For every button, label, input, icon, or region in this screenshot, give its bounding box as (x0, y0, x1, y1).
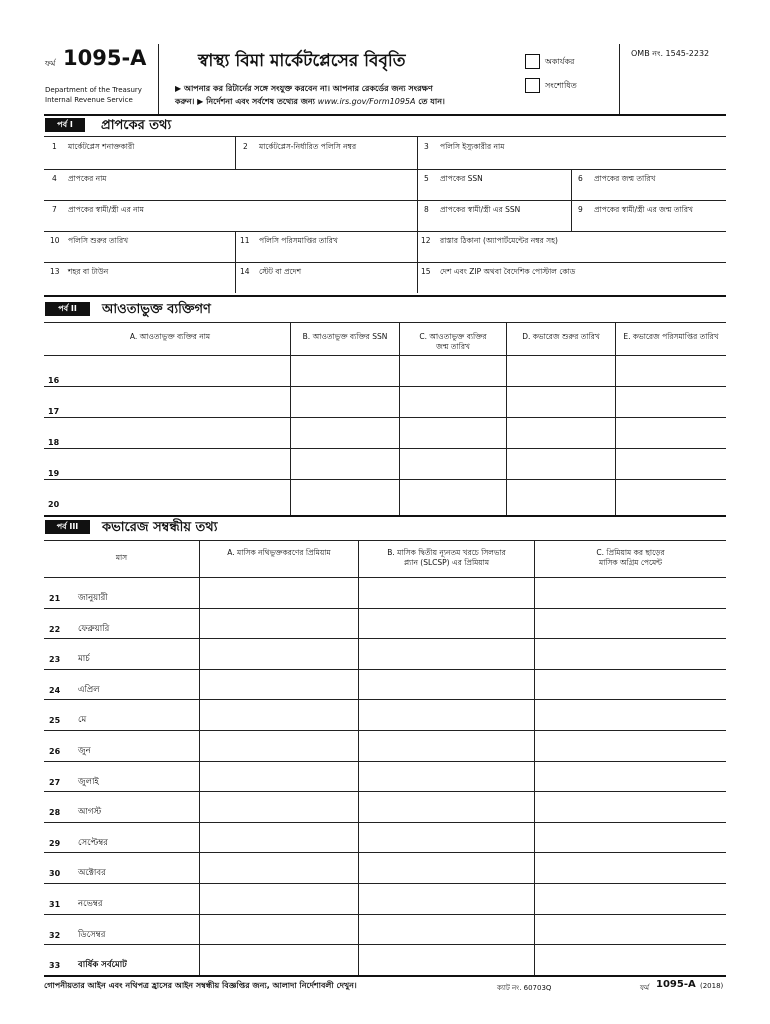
month-slcsp-input[interactable] (359, 732, 533, 759)
catalog-number: ক্যাট নং. 60703Q (497, 984, 552, 992)
month-slcsp-input[interactable] (359, 701, 533, 728)
month-premium-input[interactable] (200, 671, 357, 698)
month-name: সেপ্টেম্বর (78, 837, 108, 848)
void-checkbox[interactable] (525, 54, 540, 69)
month-slcsp-input[interactable] (359, 946, 533, 973)
col-a-header: A. আওতাভুক্ত ব্যক্তির নাম (129, 332, 211, 341)
month-name: অক্টোবর (78, 868, 106, 879)
field-9-label: প্রাপকের স্বামী/স্ত্রী এর জন্ম তারিখ (594, 205, 693, 214)
month-name: জুন (78, 746, 91, 756)
corrected-checkbox[interactable] (525, 78, 540, 93)
row-divider (44, 761, 726, 762)
month-row-num: 31 (49, 900, 61, 909)
field-8-label: প্রাপকের স্বামী/স্ত্রী এর SSN (440, 205, 521, 214)
month-name: মে (78, 715, 87, 726)
field-5-label: প্রাপকের SSN (440, 174, 483, 183)
policy-end-date-input[interactable] (236, 246, 416, 260)
part2-title: আওতাভুক্ত ব্যক্তিগণ (102, 302, 211, 317)
month-slcsp-input[interactable] (359, 610, 533, 637)
footer-form-prefix: ফর্ম (640, 984, 650, 992)
field-4-num: 4 (52, 174, 57, 183)
row-18-num: 18 (48, 438, 60, 447)
month-slcsp-input[interactable] (359, 793, 533, 820)
policy-number-input[interactable] (236, 152, 416, 167)
row-divider (44, 944, 726, 945)
marketplace-identifier-input[interactable] (44, 152, 234, 167)
month-slcsp-input[interactable] (359, 824, 533, 851)
field-1-num: 1 (52, 142, 57, 151)
month-premium-input[interactable] (200, 732, 357, 759)
part1-tag: পর্ব I (45, 118, 85, 132)
field-3-num: 3 (424, 142, 429, 151)
irs-name: Internal Revenue Service (45, 96, 133, 104)
row-divider (44, 791, 726, 792)
field-6-label: প্রাপকের জন্ম তারিখ (594, 174, 656, 183)
spouse-ssn-input[interactable] (418, 215, 570, 229)
field-6-num: 6 (578, 174, 583, 183)
month-advance-payment-input[interactable] (535, 579, 725, 606)
form-title: স্বাস্থ্য বিমা মার্কেটপ্লেসের বিবৃতি (198, 51, 406, 71)
row-divider (44, 699, 726, 700)
month-advance-payment-input[interactable] (535, 732, 725, 759)
policy-issuer-input[interactable] (418, 152, 724, 167)
month-premium-input[interactable] (200, 885, 357, 912)
month-row-num: 30 (49, 869, 61, 879)
month-name: নভেম্বর (78, 899, 103, 909)
month-advance-payment-input[interactable] (535, 824, 725, 851)
month-name: আগস্ট (78, 807, 102, 818)
footer-form-number: 1095-A (656, 979, 696, 990)
month-row-num: 28 (49, 808, 61, 818)
row-divider (44, 669, 726, 670)
month-name: জানুয়ারী (78, 593, 108, 603)
field-10-num: 10 (50, 236, 60, 245)
recipient-name-input[interactable] (44, 184, 416, 198)
month-row-num: 32 (49, 930, 61, 940)
row-20-num: 20 (48, 500, 60, 509)
row-16-num: 16 (48, 376, 60, 385)
col-b-slcsp-header: B. মাসিক দ্বিতীয় ন্যূনতম খরচে সিলভার প্ল্যান (SLCSP) এর প্রিমিয়াম (387, 548, 506, 567)
month-row-num: 22 (49, 624, 61, 634)
field-12-num: 12 (421, 236, 431, 245)
month-slcsp-input[interactable] (359, 916, 533, 943)
part3-title: কভারেজ সম্বন্ধীয় তথ্য (102, 520, 218, 535)
row-divider (44, 883, 726, 884)
spouse-name-input[interactable] (44, 215, 416, 229)
month-slcsp-input[interactable] (359, 640, 533, 667)
field-15-label: দেশ এবং ZIP অথবা বৈদেশিক পোস্টাল কোড (440, 267, 576, 276)
month-name: বার্ষিক সর্বমোট (78, 960, 127, 971)
row-divider (44, 638, 726, 639)
month-name: ফেব্রুয়ারি (78, 623, 110, 634)
row-20-name-input[interactable] (62, 481, 288, 509)
month-advance-payment-input[interactable] (535, 885, 725, 912)
col-c-header: C. আওতাভুক্ত ব্যক্তির জন্ম তারিখ (419, 332, 487, 351)
month-row-num: 24 (49, 685, 61, 695)
month-name: মার্চ (78, 654, 90, 665)
field-14-num: 14 (240, 267, 250, 276)
part3-tag: পর্ব III (45, 520, 90, 534)
omb-number: OMB নং. 1545-2232 (631, 49, 710, 58)
state-input[interactable] (236, 277, 416, 291)
col-d-header: D. কভারেজ শুরুর তারিখ (522, 332, 600, 341)
month-premium-input[interactable] (200, 610, 357, 637)
month-slcsp-input[interactable] (359, 671, 533, 698)
month-name: এপ্রিল (78, 684, 100, 695)
col-e-header: E. কভারেজ পরিসমাপ্তির তারিখ (623, 332, 719, 341)
city-input[interactable] (44, 277, 234, 291)
month-premium-input[interactable] (200, 916, 357, 943)
field-9-num: 9 (578, 205, 583, 214)
instructions-line2: করুন। ▶ নির্দেশনা এবং সর্বশেষ তথ্যের জন্য www.irs.gov/Form1095A তে যান। (175, 97, 445, 106)
field-7-num: 7 (52, 205, 57, 214)
field-2-num: 2 (243, 142, 248, 151)
month-premium-input[interactable] (200, 946, 357, 973)
month-advance-payment-input[interactable] (535, 610, 725, 637)
row-divider (44, 822, 726, 823)
field-1-label: মার্কেটপ্লেস শনাক্তকারী (68, 142, 135, 151)
month-row-num: 33 (49, 961, 61, 971)
month-premium-input[interactable] (200, 793, 357, 820)
spouse-dob-input[interactable] (572, 215, 724, 229)
month-premium-input[interactable] (200, 763, 357, 790)
field-2-label: মার্কেটপ্লেস-নির্ধারিত পলিসি নম্বর (259, 142, 357, 151)
footer-year: (2018) (700, 982, 724, 990)
row-17-name-input[interactable] (62, 388, 288, 416)
instructions-line1: ▶ আপনার কর রিটার্নের সঙ্গে সংযুক্ত করবেন না। আপনার রেকর্ডের জন্য সংরক্ষণ (175, 84, 433, 93)
month-advance-payment-input[interactable] (535, 701, 725, 728)
month-name: ডিসেম্বর (78, 929, 106, 940)
month-premium-input[interactable] (200, 701, 357, 728)
month-name: জুলাই (78, 776, 99, 787)
field-5-num: 5 (424, 174, 429, 183)
policy-start-date-input[interactable] (44, 246, 234, 260)
row-divider (44, 852, 726, 853)
month-row-num: 26 (49, 747, 61, 756)
part2-tag: পর্ব II (45, 302, 90, 316)
month-row-num: 25 (49, 716, 61, 726)
dept-treasury: Department of the Treasury (45, 86, 142, 94)
month-premium-input[interactable] (200, 824, 357, 851)
recipient-dob-input[interactable] (572, 184, 724, 198)
col-c-advance-header: C. প্রিমিয়াম কর ছাড়ের মাসিক অগ্রিম পেমেন্ট (596, 548, 665, 567)
field-7-label: প্রাপকের স্বামী/স্ত্রী এর নাম (68, 205, 144, 214)
privacy-notice: গোপনীয়তার আইন এবং নথিপত্র হ্রাসের আইন সম্বন্ধীয় বিজ্ঞপ্তির জন্য, আলাদা নির্দেশাবলী দেখুন। (44, 981, 357, 990)
month-advance-payment-input[interactable] (535, 946, 725, 973)
zip-input[interactable] (418, 277, 724, 291)
month-advance-payment-input[interactable] (535, 640, 725, 667)
street-address-input[interactable] (418, 246, 724, 260)
col-month-header: মাস (115, 553, 128, 562)
month-advance-payment-input[interactable] (535, 916, 725, 943)
field-13-label: শহর বা টাউন (68, 267, 109, 276)
field-4-label: প্রাপকের নাম (68, 174, 107, 183)
row-17-num: 17 (48, 407, 60, 416)
month-row-num: 29 (49, 838, 61, 848)
void-label: অকার্যকর (545, 57, 575, 66)
month-premium-input[interactable] (200, 579, 357, 606)
field-15-num: 15 (421, 267, 431, 276)
month-advance-payment-input[interactable] (535, 671, 725, 698)
month-slcsp-input[interactable] (359, 579, 533, 606)
field-11-label: পলিসি পরিসমাপ্তির তারিখ (259, 236, 338, 245)
row-divider (44, 730, 726, 731)
field-3-label: পলিসি ইস্যুকারীর নাম (440, 142, 505, 151)
month-advance-payment-input[interactable] (535, 854, 725, 881)
corrected-label: সংশোধিত (545, 81, 577, 90)
month-slcsp-input[interactable] (359, 885, 533, 912)
part1-title: প্রাপকের তথ্য (101, 118, 172, 133)
row-divider (44, 608, 726, 609)
field-12-label: রাস্তার ঠিকানা (অ্যাপার্টমেন্টের নম্বর সহ) (440, 236, 558, 245)
row-19-name-input[interactable] (62, 450, 288, 478)
month-advance-payment-input[interactable] (535, 793, 725, 820)
row-16-name-input[interactable] (62, 357, 288, 385)
field-8-num: 8 (424, 205, 429, 214)
irs-url-link[interactable]: www.irs.gov/Form1095A (317, 97, 416, 106)
month-row-num: 21 (49, 594, 61, 603)
field-10-label: পলিসি শুরুর তারিখ (68, 236, 129, 245)
month-slcsp-input[interactable] (359, 763, 533, 790)
month-row-num: 23 (49, 655, 61, 665)
field-11-num: 11 (240, 236, 250, 245)
month-slcsp-input[interactable] (359, 854, 533, 881)
month-premium-input[interactable] (200, 640, 357, 667)
field-13-num: 13 (50, 267, 60, 276)
month-advance-payment-input[interactable] (535, 763, 725, 790)
row-19-num: 19 (48, 469, 60, 478)
row-divider (44, 914, 726, 915)
form-number: 1095-A (63, 46, 147, 70)
row-18-name-input[interactable] (62, 419, 288, 447)
col-a-premium-header: A. মাসিক নথিভুক্তকরণের প্রিমিয়াম (227, 548, 331, 557)
month-premium-input[interactable] (200, 854, 357, 881)
form-prefix: ফর্ম (45, 59, 56, 68)
recipient-ssn-input[interactable] (418, 184, 570, 198)
col-b-header: B. আওতাভুক্ত ব্যক্তির SSN (302, 332, 388, 341)
month-row-num: 27 (49, 777, 61, 787)
field-14-label: স্টেট বা প্রদেশ (259, 267, 302, 276)
